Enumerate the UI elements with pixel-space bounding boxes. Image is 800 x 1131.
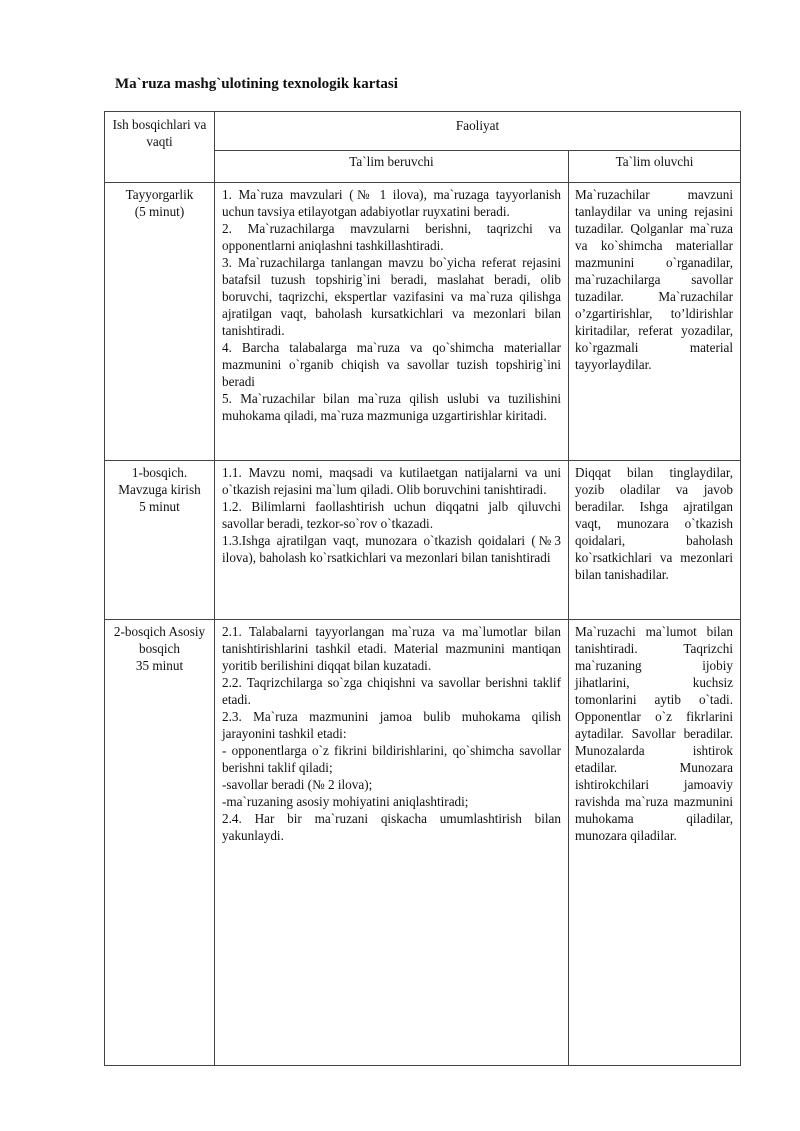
teacher-cell bbox=[215, 183, 569, 461]
table-row bbox=[105, 183, 741, 461]
teacher-item: 1.3.Ishga ajratilgan vaqt, munozara o`tkazish qoidalari (№3 ilova), baholash ko`rsatkichlari va mezonlari bilan tanishtiradi bbox=[222, 533, 561, 565]
stage-cell bbox=[105, 183, 215, 461]
stage-name: 2-bosqich Asosiy bosqich bbox=[113, 624, 206, 656]
teacher-item: - opponentlarga o`z fikrini bildirishlarini, qo`shimcha savollar berishni taklif qiladi; bbox=[222, 743, 561, 775]
teacher-item: 3. Ma`ruzachilarga tanlangan mavzu bo`yicha referat rejasini batafsil tuzush topshirig`ini beradi, maslahat beradi, olib boruvchi, taqrizchi, ekspertlar vazifasini va ma`ruza qilishga ajratilgan vaqt, baholash kursatkichlari va mezonlari bilan tanishtiradi. bbox=[222, 255, 561, 338]
stage-cell bbox=[105, 620, 215, 1066]
header-stage: Ish bosqichlari va vaqti bbox=[105, 112, 215, 183]
teacher-item: 1.1. Mavzu nomi, maqsadi va kutilaetgan natijalarni va uni o`tkazish rejasini ma`lum qiladi. Olib boruvchini tanishtiradi. bbox=[222, 465, 561, 497]
teacher-item: 4. Barcha talabalarga ma`ruza va qo`shimcha materiallar mazmunini o`rganib chiqish va savollar tuzish topshirig`ini beradi bbox=[222, 340, 561, 389]
teacher-cell bbox=[215, 620, 569, 1066]
table-header-row bbox=[105, 112, 741, 151]
document-title: Ma`ruza mashg`ulotining texnologik kartasi bbox=[115, 76, 398, 92]
student-cell bbox=[569, 620, 741, 1066]
student-text: Ma`ruzachi ma`lumot bilan tanishtiradi. Taqrizchi ma`ruzaning ijobiy jihatlarini, kuchsiz tomonlarini aytib o`tadi. Opponentlar o`z fikrlarini aytadilar. Savollar beradilar. Munozalarda ishtirok etadilar. Munozara ishtirokchilari jamoaviy ravishda ma`ruza mazmunini muhokama qiladilar, munozara qiladilar. bbox=[575, 624, 734, 843]
stage-time: 35 minut bbox=[135, 658, 184, 673]
teacher-item: 2.3. Ma`ruza mazmunini jamoa bulib muhokama qilish jarayonini tashkil etadi: bbox=[222, 709, 561, 741]
stage-name: Tayyorgarlik bbox=[125, 187, 194, 202]
student-text: Ma`ruzachilar mavzuni tanlaydilar va uning rejasini tuzadilar. Qolganlar ma`ruza va ko`shimcha materiallar mazmunini o`rganadilar, ma`ruzachilarga savollar tuzadilar. Ma`ruzachilar o’zgartirishlar, to’ldirishlar kiritadilar, referat yozadilar, ko`rgazmali material tayyorlaydilar. bbox=[575, 187, 734, 372]
header-teacher: Ta`lim beruvchi bbox=[215, 151, 569, 183]
teacher-item: -savollar beradi (№ 2 ilova); bbox=[222, 777, 373, 792]
teacher-item: 2.2. Taqrizchilarga so`zga chiqishni va savollar berishni taklif etadi. bbox=[222, 675, 561, 707]
teacher-item: 2. Ma`ruzachilarga mavzularni berishni, taqrizchi va opponentlarni aniqlashni tashkillashtiradi. bbox=[222, 221, 561, 253]
teacher-item: -ma`ruzaning asosiy mohiyatini aniqlashtiradi; bbox=[222, 794, 469, 809]
stage-time: 5 minut bbox=[139, 499, 180, 514]
header-student: Ta`lim oluvchi bbox=[569, 151, 741, 183]
stage-name: 1-bosqich. Mavzuga kirish bbox=[118, 465, 201, 497]
teacher-item: 2.4. Har bir ma`ruzani qiskacha umumlashtirish bilan yakunlaydi. bbox=[222, 811, 561, 843]
teacher-cell bbox=[215, 461, 569, 620]
teacher-item: 5. Ma`ruzachilar bilan ma`ruza qilish uslubi va tuzilishini muhokama qiladi, ma`ruza mazmuniga uzgartirishlar kiritadi. bbox=[222, 391, 561, 423]
student-cell bbox=[569, 183, 741, 461]
teacher-item: 2.1. Talabalarni tayyorlangan ma`ruza va ma`lumotlar bilan tanishtirishlarini tashkil etadi. Material mazmunini mantiqan yoritib berilishini diqqat bilan kuzatadi. bbox=[222, 624, 561, 673]
teacher-item: 1. Ma`ruza mavzulari (№ 1 ilova), ma`ruzaga tayyorlanish uchun tavsiya etilayotgan adabiyotlar ruyxatini beradi. bbox=[222, 187, 561, 219]
stage-cell bbox=[105, 461, 215, 620]
table-row bbox=[105, 461, 741, 620]
stage-time: (5 minut) bbox=[134, 204, 185, 219]
table-row bbox=[105, 620, 741, 1066]
student-cell bbox=[569, 461, 741, 620]
teacher-item: 1.2. Bilimlarni faollashtirish uchun diqqatni jalb qiluvchi savollar beradi, tezkor-so`rov o`tkazadi. bbox=[222, 499, 561, 531]
technology-card-table bbox=[104, 111, 741, 1066]
header-activity: Faoliyat bbox=[215, 112, 741, 151]
student-text: Diqqat bilan tinglaydilar, yozib oladilar va javob beradilar. Ishga ajratilgan vaqt, munozara o`tkazish qoidalari, baholash ko`rsatkichlari va mezonlari bilan tanishadilar. bbox=[575, 465, 734, 582]
